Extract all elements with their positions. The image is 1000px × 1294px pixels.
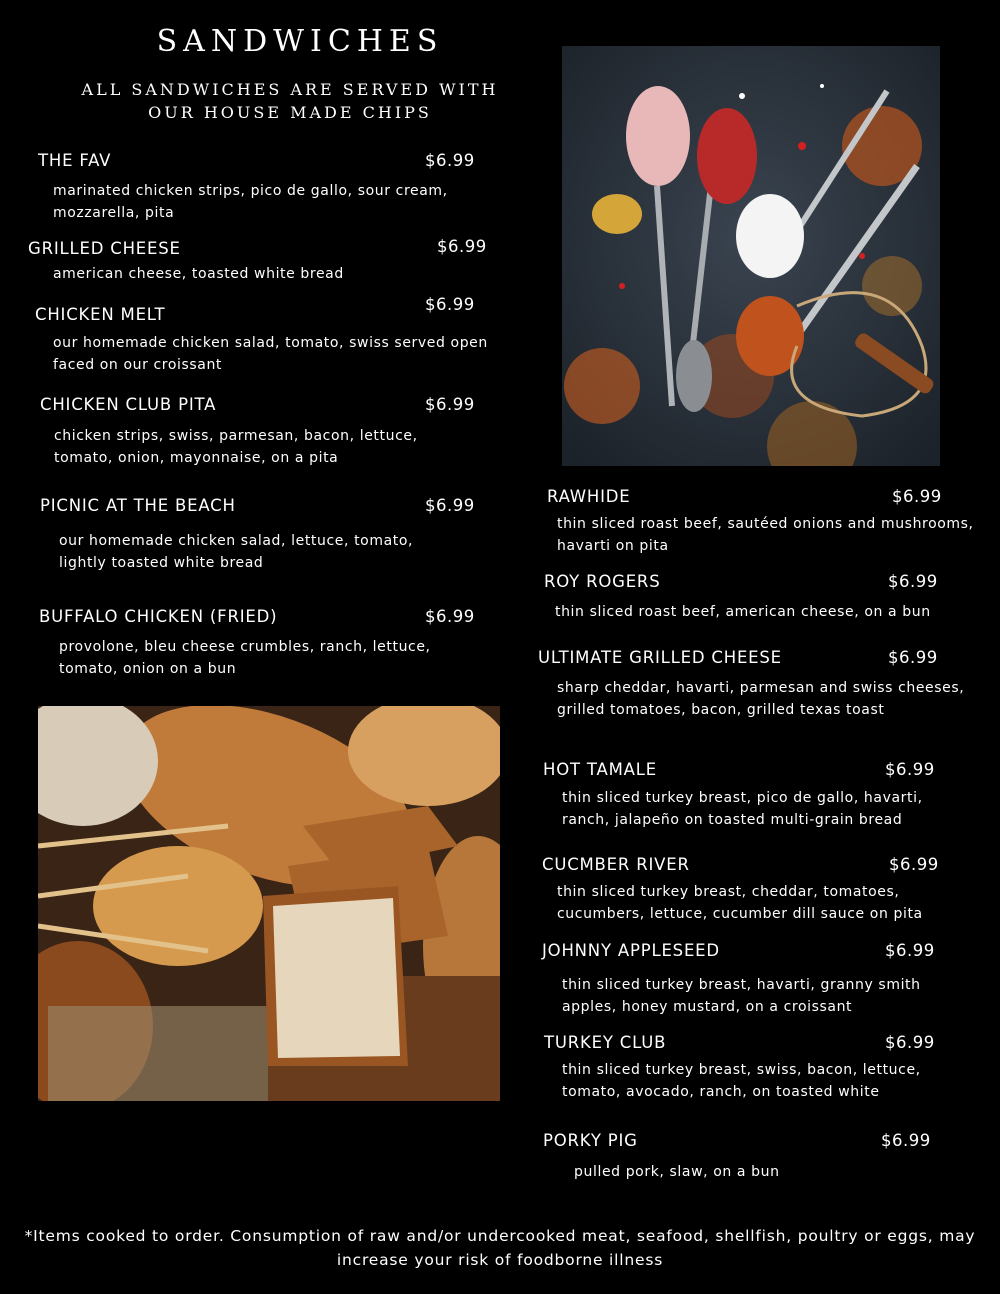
- item-description-line: thin sliced turkey breast, pico de gallo, havarti,: [562, 790, 923, 806]
- item-description-line: ranch, jalapeño on toasted multi-grain bread: [562, 812, 903, 828]
- item-name: JOHNNY APPLESEED: [542, 941, 720, 960]
- food-safety-disclaimer: [20, 1224, 980, 1272]
- item-description: [555, 601, 931, 623]
- menu-item-roy-rogers: [544, 572, 984, 622]
- item-name: THE FAV: [38, 151, 112, 170]
- menu-item-hot-tamale: [543, 760, 983, 835]
- menu-item-chicken-club-pita: [40, 395, 510, 470]
- item-description-line: thin sliced roast beef, sautéed onions and mushrooms,: [557, 516, 974, 532]
- item-price: $6.99: [885, 760, 935, 779]
- item-name: GRILLED CHEESE: [28, 239, 181, 258]
- item-name: ROY ROGERS: [544, 572, 661, 591]
- item-name: HOT TAMALE: [543, 760, 657, 779]
- item-description-line: lightly toasted white bread: [59, 555, 264, 571]
- item-price: $6.99: [425, 607, 475, 626]
- item-price: $6.99: [425, 496, 475, 515]
- item-description-line: our homemade chicken salad, lettuce, tomato,: [59, 533, 414, 549]
- menu-item-grilled-cheese: [28, 239, 498, 289]
- item-description-line: faced on our croissant: [53, 357, 223, 373]
- item-description-line: pulled pork, slaw, on a bun: [574, 1164, 780, 1180]
- item-price: $6.99: [888, 572, 938, 591]
- item-name: ULTIMATE GRILLED CHEESE: [538, 648, 782, 667]
- bread-photo: [38, 706, 500, 1101]
- page-title: SANDWICHES: [156, 24, 444, 59]
- menu-item-cucmber-river: [542, 855, 982, 930]
- menu-item-chicken-melt: [35, 295, 505, 377]
- item-description: [53, 263, 344, 285]
- item-description-line: havarti on pita: [557, 538, 669, 554]
- item-description-line: mozzarella, pita: [53, 205, 175, 221]
- item-description-line: grilled tomatoes, bacon, grilled texas toast: [557, 702, 885, 718]
- menu-item-the-fav: [38, 151, 508, 226]
- item-description-line: tomato, onion, mayonnaise, on a pita: [54, 450, 339, 466]
- item-description: [557, 881, 923, 925]
- item-description: [557, 513, 974, 557]
- menu-item-buffalo-chicken: [39, 607, 509, 682]
- disclaimer-line-2: increase your risk of foodborne illness: [336, 1251, 664, 1269]
- item-description-line: tomato, avocado, ranch, on toasted white: [562, 1084, 880, 1100]
- subtitle-line-1: ALL SANDWICHES ARE SERVED WITH: [81, 80, 499, 99]
- item-description: [54, 425, 418, 469]
- item-price: $6.99: [881, 1131, 931, 1150]
- item-name: RAWHIDE: [547, 487, 631, 506]
- item-description: [562, 974, 921, 1018]
- item-description-line: thin sliced turkey breast, havarti, granny smith: [562, 977, 921, 993]
- item-description-line: thin sliced roast beef, american cheese, on a bun: [555, 604, 931, 620]
- item-description: [557, 677, 964, 721]
- item-price: $6.99: [425, 295, 475, 314]
- menu-item-rawhide: [547, 487, 987, 557]
- item-description-line: tomato, onion on a bun: [59, 661, 237, 677]
- item-name: CUCMBER RIVER: [542, 855, 690, 874]
- item-description: [59, 636, 431, 680]
- item-description-line: our homemade chicken salad, tomato, swiss served open: [53, 335, 488, 351]
- item-name: TURKEY CLUB: [544, 1033, 667, 1052]
- item-name: PORKY PIG: [543, 1131, 638, 1150]
- item-price: $6.99: [437, 237, 487, 256]
- spices-photo: [562, 46, 940, 466]
- bread-illustration: [38, 706, 500, 1101]
- menu-item-turkey-club: [544, 1033, 984, 1108]
- item-price: $6.99: [885, 1033, 935, 1052]
- page-subtitle: [40, 78, 540, 124]
- item-price: $6.99: [888, 648, 938, 667]
- item-description: [59, 530, 413, 574]
- menu-item-johnny-appleseed: [542, 941, 982, 1021]
- disclaimer-line-1: *Items cooked to order. Consumption of raw and/or undercooked meat, seafood, shellfish, poultry or eggs, may: [24, 1227, 976, 1245]
- item-price: $6.99: [889, 855, 939, 874]
- item-description: [574, 1161, 780, 1183]
- menu-item-porky-pig: [543, 1131, 983, 1186]
- item-description-line: chicken strips, swiss, parmesan, bacon, lettuce,: [54, 428, 418, 444]
- item-name: CHICKEN MELT: [35, 305, 166, 324]
- item-description-line: apples, honey mustard, on a croissant: [562, 999, 853, 1015]
- item-name: BUFFALO CHICKEN (FRIED): [39, 607, 278, 626]
- item-description-line: cucumbers, lettuce, cucumber dill sauce on pita: [557, 906, 923, 922]
- item-name: CHICKEN CLUB PITA: [40, 395, 217, 414]
- item-description: [53, 180, 448, 224]
- spices-illustration: [562, 46, 940, 466]
- item-price: $6.99: [425, 395, 475, 414]
- item-description: [562, 787, 923, 831]
- item-description: [562, 1059, 921, 1103]
- item-name: PICNIC AT THE BEACH: [40, 496, 236, 515]
- item-price: $6.99: [885, 941, 935, 960]
- menu-item-picnic-at-the-beach: [40, 496, 510, 576]
- item-price: $6.99: [425, 151, 475, 170]
- item-description-line: thin sliced turkey breast, swiss, bacon, lettuce,: [562, 1062, 921, 1078]
- item-description-line: marinated chicken strips, pico de gallo, sour cream,: [53, 183, 448, 199]
- item-description-line: thin sliced turkey breast, cheddar, tomatoes,: [557, 884, 900, 900]
- item-description-line: sharp cheddar, havarti, parmesan and swiss cheeses,: [557, 680, 965, 696]
- item-price: $6.99: [892, 487, 942, 506]
- item-description-line: provolone, bleu cheese crumbles, ranch, lettuce,: [59, 639, 431, 655]
- menu-item-ultimate-grilled-cheese: [538, 648, 988, 723]
- item-description-line: american cheese, toasted white bread: [53, 266, 344, 282]
- subtitle-line-2: OUR HOUSE MADE CHIPS: [148, 103, 432, 122]
- item-description: [53, 332, 488, 376]
